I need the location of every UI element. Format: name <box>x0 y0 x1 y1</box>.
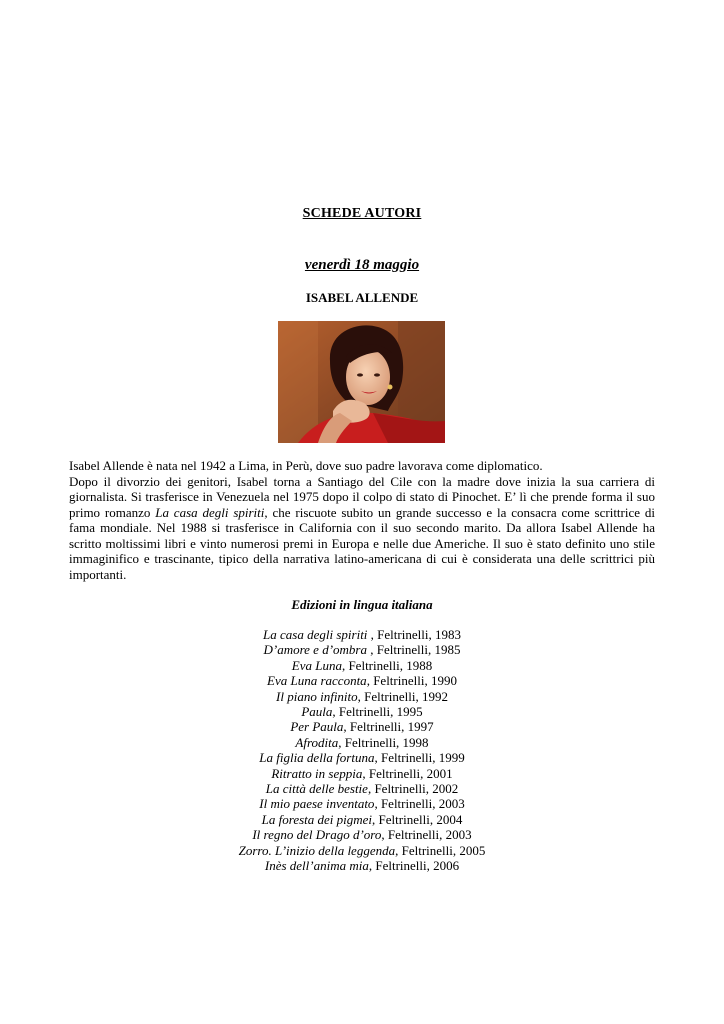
edition-item <box>0 812 724 827</box>
edition-publisher: , Feltrinelli, 2003 <box>374 796 465 812</box>
edition-publisher: , Feltrinelli, 1985 <box>366 642 461 658</box>
edition-item <box>0 704 724 719</box>
edition-item <box>0 735 724 750</box>
edition-title: Zorro. L’inizio della leggenda <box>238 842 396 858</box>
edition-title: Ritratto in seppia <box>271 765 363 781</box>
edition-publisher: , Feltrinelli, 2006 <box>368 858 460 874</box>
edition-title: Il mio paese inventato <box>259 796 375 812</box>
event-date: venerdì 18 maggio <box>304 257 420 273</box>
bio-line: Isabel Allende è nata nel 1942 a Lima, in Perù, dove suo padre lavorava come diplomatico. <box>69 458 543 473</box>
edition-publisher: , Feltrinelli, 1992 <box>357 688 448 704</box>
edition-publisher: , Feltrinelli, 1997 <box>343 719 434 735</box>
edition-item <box>0 766 724 781</box>
edition-item <box>0 627 724 642</box>
edition-title: Eva Luna racconta <box>267 673 367 689</box>
edition-item <box>0 827 724 842</box>
author-biography <box>69 458 655 582</box>
edition-publisher: , Feltrinelli, 2003 <box>381 827 472 843</box>
editions-list <box>0 627 724 874</box>
edition-publisher: , Feltrinelli, 1995 <box>332 704 423 720</box>
edition-item <box>0 658 724 673</box>
author-name: ISABEL ALLENDE <box>305 290 419 305</box>
edition-publisher: , Feltrinelli, 2004 <box>372 811 463 827</box>
author-photo <box>278 321 445 443</box>
edition-title: Per Paula <box>290 719 344 735</box>
edition-item <box>0 719 724 734</box>
edition-item <box>0 843 724 858</box>
edition-title: Il regno del Drago d’oro <box>252 827 382 843</box>
edition-title: Afrodita <box>295 734 339 750</box>
edition-item <box>0 796 724 811</box>
edition-publisher: , Feltrinelli, 2002 <box>367 781 459 797</box>
page-title: SCHEDE AUTORI <box>302 206 422 221</box>
bio-book-title: La casa degli spiriti <box>155 504 265 520</box>
edition-item <box>0 858 724 873</box>
edition-title: Eva Luna <box>291 657 342 673</box>
edition-title: D’amore e d’ombra <box>263 642 367 658</box>
edition-item <box>0 642 724 657</box>
edition-title: La città delle bestie <box>265 781 368 797</box>
edition-item <box>0 689 724 704</box>
bio-text: Dopo il divorzio dei genitori, Isabel torna a Santiago del Cile con la madre dove inizia la sua carriera di giornalista. Si trasferisce in Venezuela nel 1975 dopo il colpo di stato di Pinochet. E’ lì che prende forma il suo primo romanzo <box>69 473 655 520</box>
edition-publisher: , Feltrinelli, 2005 <box>395 842 486 858</box>
bio-paragraph <box>69 474 655 583</box>
bio-text: , che riscuote subito un grande successo e la consacra come scrittrice di fama mondiale. Nel 1988 si trasferisce in California con il suo secondo marito. Da allora Isabel Allende ha scritto moltissimi libri e vinto numerosi premi in Europa e nelle due Americhe. Il suo è stato definito uno stile immaginifico e trascinante, tipico della narrativa latino-americana di cui è considerata una delle scrittrici più importanti. <box>69 504 655 582</box>
edition-publisher: , Feltrinelli, 1988 <box>341 657 433 673</box>
edition-title: La foresta dei pigmei <box>261 811 373 827</box>
edition-publisher: , Feltrinelli, 1998 <box>338 734 429 750</box>
edition-item <box>0 750 724 765</box>
edition-item <box>0 781 724 796</box>
edition-publisher: , Feltrinelli, 1999 <box>374 750 465 766</box>
edition-title: Il piano infinito <box>276 688 358 704</box>
edition-title: La figlia della fortuna <box>259 750 375 766</box>
edition-publisher: , Feltrinelli, 2001 <box>362 765 453 781</box>
edition-publisher: , Feltrinelli, 1990 <box>366 673 457 689</box>
edition-title: Paula <box>301 704 333 720</box>
edition-publisher: , Feltrinelli, 1983 <box>367 627 461 642</box>
edition-item <box>0 673 724 688</box>
editions-heading: Edizioni in lingua italiana <box>291 597 433 612</box>
edition-title: Inès dell’anima mia <box>264 858 369 874</box>
edition-title: La casa degli spiriti <box>263 627 368 642</box>
